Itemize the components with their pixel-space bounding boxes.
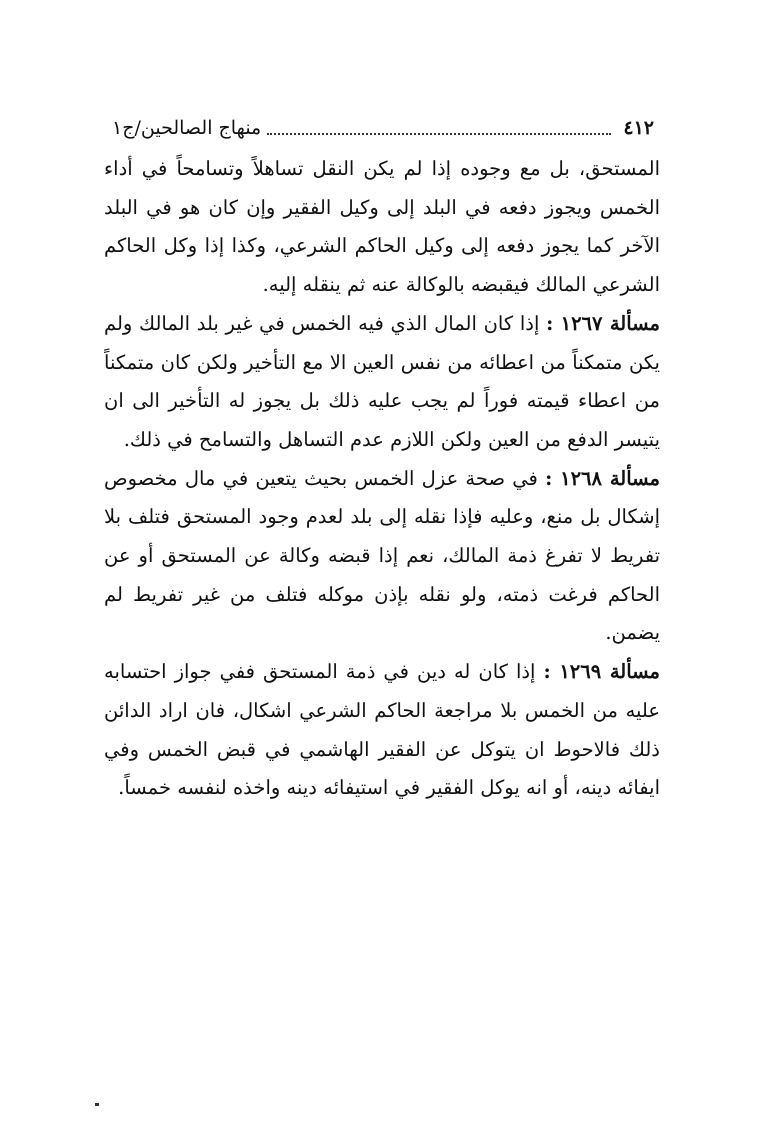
issue-heading: مسألة ١٢٦٩ :: [543, 660, 661, 684]
issue-1267: [104, 305, 660, 460]
issue-heading: مسألة ١٢٦٧ :: [546, 311, 660, 335]
header-dot-leader: [267, 133, 611, 135]
issue-text: في صحة عزل الخمس بحيث يتعين في مال مخصوص إشكال بل منع، وعليه فإذا نقله إلى بلد لعدم وجود المستحق فتلف بلا تفريط لا تفرغ ذمة المالك، نعم إذا قبضه وكالة عن المستحق أو عن الحاكم فرغت ذمته، ولو نقله بإذن موكله فتلف من غير تفريط لم يضمن.: [104, 466, 660, 645]
page-number: ٤١٢: [623, 117, 654, 139]
paragraph-text: المستحق، بل مع وجوده إذا لم يكن النقل تساهلاً وتسامحاً في أداء الخمس ويجوز دفعه في البلد إلى وكيل الفقير وإن كان هو في البلد الآخر كما يجوز دفعه إلى وكيل الحاكم الشرعي، وكذا إذا وكل الحاكم الشرعي المالك فيقبضه بالوكالة عنه ثم ينقله إليه.: [104, 157, 660, 297]
body-text: [104, 150, 660, 808]
paragraph-continuation: [104, 150, 660, 305]
issue-heading: مسألة ١٢٦٨ :: [545, 466, 660, 490]
scan-speck: [95, 1103, 99, 1106]
running-header: [112, 112, 654, 144]
issue-text: إذا كان المال الذي فيه الخمس في غير بلد المالك ولم يكن متمكناً من اعطائه من نفس العين الا مع التأخير ولكن كان متمكناً من اعطاء قيمته فوراً لم يجب عليه ذلك بل يجوز له التأخير الى ان يتيسر الدفع من العين ولكن اللازم عدم التساهل والتسامح في ذلك.: [104, 311, 660, 451]
book-title: منهاج الصالحين/ج١: [112, 117, 262, 139]
issue-text: إذا كان له دين في ذمة المستحق ففي جواز احتسابه عليه من الخمس بلا مراجعة الحاكم الشرعي اشكال، فان اراد الدائن ذلك فالاحوط ان يتوكل عن الفقير الهاشمي في قبض الخمس وفي ايفائه دينه، أو انه يوكل الفقير في استيفائه دينه واخذه لنفسه خمساً.: [104, 660, 660, 800]
issue-1269: [104, 653, 660, 808]
issue-1268: [104, 460, 660, 654]
